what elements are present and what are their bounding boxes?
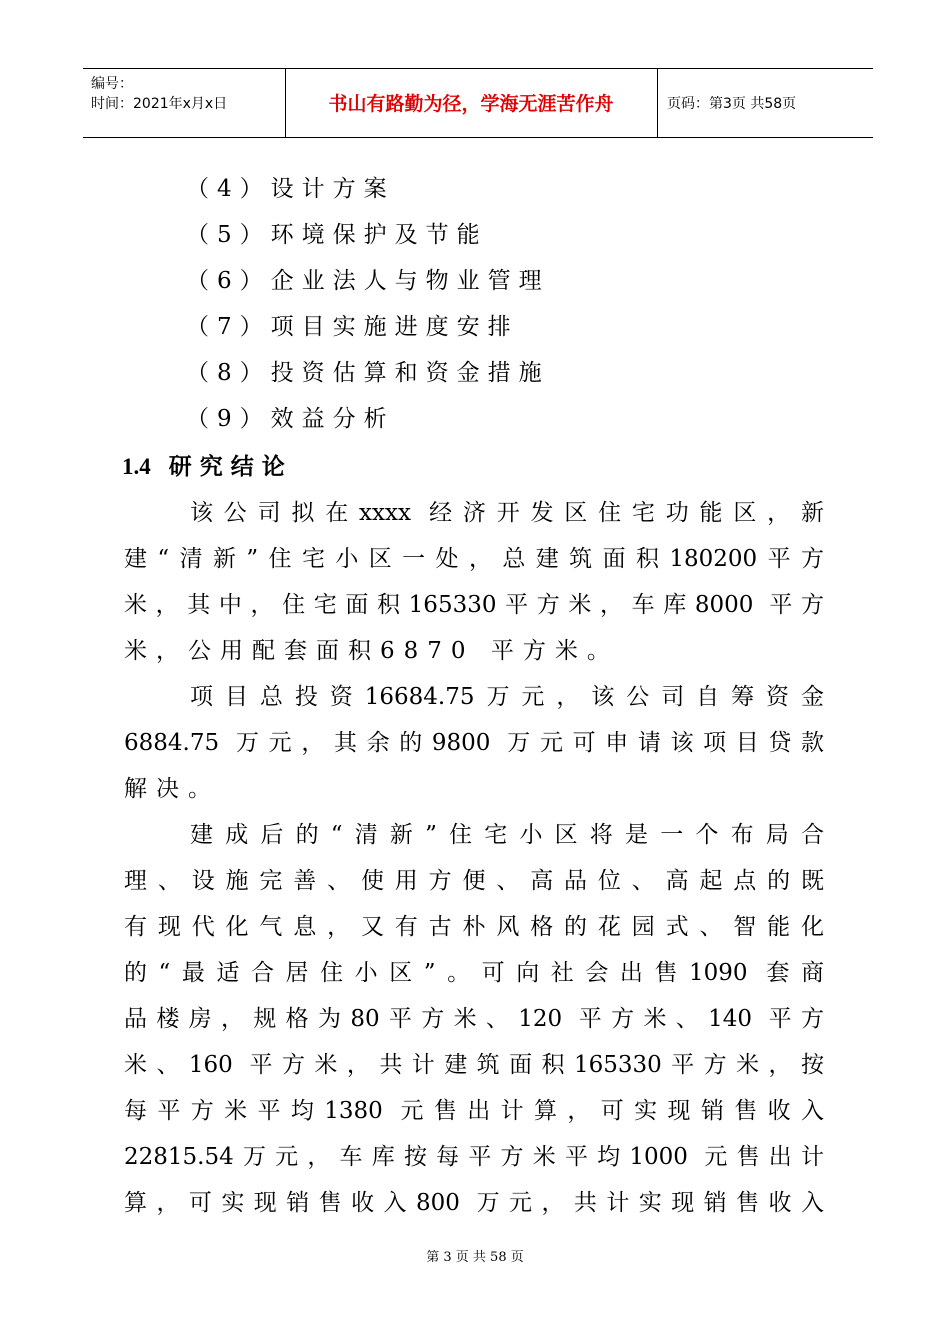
body-line: 算，可实现销售收入800 万元，共计实现销售收入 [124, 1190, 824, 1216]
section-title: 研究结论 [168, 453, 293, 480]
body-line: 建成后的“清新”住宅小区将是一个布局合 [190, 822, 824, 848]
header-page-info: 页码：第3页 共58页 [667, 96, 797, 112]
body-line: 米，其中，住宅面积165330平方米，车库8000 平方 [124, 592, 824, 618]
body-line: 项目总投资16684.75万元，该公司自筹资金 [190, 684, 824, 710]
page-header [83, 68, 873, 138]
list-item: （6）企业法人与物业管理 [186, 268, 550, 294]
body-line: 有现代化气息，又有古朴风格的花园式、智能化 [124, 914, 824, 940]
body-line: 品楼房，规格为80平方米、120 平方米、140 平方 [124, 1006, 824, 1032]
section-number: 1.4 [122, 454, 151, 479]
body-line: 该公司拟在xxxx 经济开发区住宅功能区，新 [190, 500, 824, 526]
list-item: （5）环境保护及节能 [186, 222, 488, 248]
body-line: 22815.54万元，车库按每平方米平均1000 元售出计 [124, 1144, 824, 1170]
body-line: 解决。 [124, 776, 220, 802]
document-time-label: 时间：2021年x月x日 [91, 96, 228, 112]
list-item: （4）设计方案 [186, 176, 395, 202]
body-line: 米，公用配套面积6870 平方米。 [124, 638, 619, 664]
header-divider-right [657, 69, 658, 137]
body-line: 的“最适合居住小区”。可向社会出售1090 套商 [124, 960, 824, 986]
body-line: 6884.75 万元，其余的9800 万元可申请该项目贷款 [124, 730, 824, 756]
list-item: （9）效益分析 [186, 406, 395, 432]
body-line: 理、设施完善、使用方便、高品位、高起点的既 [124, 868, 824, 894]
body-line: 建“清新”住宅小区一处，总建筑面积180200平方 [124, 546, 824, 572]
page-footer: 第 3 页 共 58 页 [426, 1250, 524, 1265]
body-line: 每平方米平均1380 元售出计算，可实现销售收入 [124, 1098, 824, 1124]
list-item: （8）投资估算和资金措施 [186, 360, 550, 386]
section-heading [122, 448, 293, 481]
list-item: （7）项目实施进度安排 [186, 314, 519, 340]
header-motto: 书山有路勤为径，学海无涯苦作舟 [328, 93, 614, 115]
body-line: 米、160 平方米，共计建筑面积165330平方米，按 [124, 1052, 824, 1078]
document-number-label: 编号： [91, 76, 133, 92]
